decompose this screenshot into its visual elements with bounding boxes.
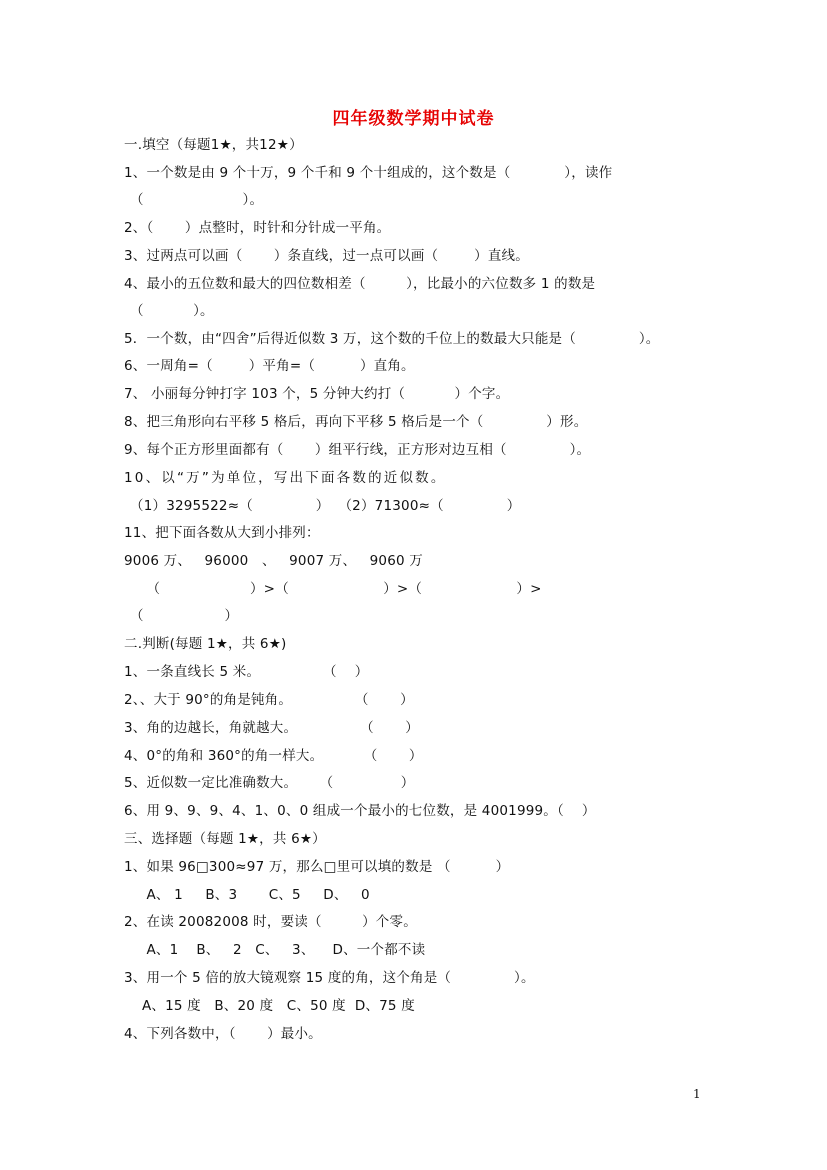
question-11-blanks-cont: （ ） — [130, 608, 239, 624]
question-2: 2、（ ）点整时，时针和分针成一平角。 — [124, 220, 391, 236]
question-4-cont: （ ）。 — [130, 303, 214, 319]
judge-3: 3、角的边越长，角就越大。 （ ） — [124, 720, 419, 736]
judge-1: 1、一条直线长 5 米。 （ ） — [124, 664, 369, 680]
choice-2-options: A、1 B、 2 C、 3、 D、一个都不读 — [124, 942, 426, 958]
question-11: 11、把下面各数从大到小排列： — [124, 525, 320, 541]
judge-2: 2、、大于 90°的角是钝角。 （ ） — [124, 692, 414, 708]
page-title: 四年级数学期中试卷 — [332, 109, 495, 129]
page-number: 1 — [693, 1087, 701, 1101]
question-6: 6、一周角=（ ）平角=（ ）直角。 — [124, 358, 415, 374]
judge-4: 4、0°的角和 360°的角一样大。 （ ） — [124, 748, 423, 764]
choice-1-options: A、 1 B、3 C、5 D、 0 — [124, 887, 370, 903]
question-11-blanks: （ ）>（ ）>（ ）> — [124, 581, 542, 597]
choice-3: 3、用一个 5 倍的放大镜观察 15 度的角，这个角是（ ）。 — [124, 970, 535, 986]
section-3-heading: 三、选择题（每题 1★，共 6★） — [124, 831, 326, 847]
question-7: 7、 小丽每分钟打字 103 个，5 分钟大约打（ ）个字。 — [124, 386, 510, 402]
choice-1: 1、如果 96□300≈97 万，那么□里可以填的数是 （ ） — [124, 859, 510, 875]
question-3: 3、过两点可以画（ ）条直线，过一点可以画（ ）直线。 — [124, 248, 529, 264]
question-10: 10、以“万”为单位，写出下面各数的近似数。 — [124, 470, 447, 486]
question-1: 1、一个数是由 9 个十万，9 个千和 9 个十组成的，这个数是（ ），读作 — [124, 165, 613, 181]
question-1-cont: （ ）。 — [130, 192, 264, 208]
question-4: 4、最小的五位数和最大的四位数相差（ ），比最小的六位数多 1 的数是 — [124, 276, 596, 292]
choice-2: 2、在读 20082008 时，要读（ ）个零。 — [124, 914, 417, 930]
section-1-heading: 一.填空（每题1★，共12★） — [124, 137, 303, 153]
section-2-heading: 二.判断(每题 1★，共 6★) — [124, 636, 287, 652]
choice-4: 4、下列各数中，（ ）最小。 — [124, 1026, 322, 1042]
question-5: 5．一个数，由“四舍”后得近似数 3 万，这个数的千位上的数最大只能是（ ）。 — [124, 331, 660, 347]
judge-5: 5、近似数一定比准确数大。 （ ） — [124, 775, 415, 791]
question-10-items: （1）3295522≈（ ） （2）71300≈（ ） — [130, 498, 521, 514]
question-8: 8、把三角形向右平移 5 格后，再向下平移 5 格后是一个（ ）形。 — [124, 414, 588, 430]
question-11-numbers: 9006 万、 96000 、 9007 万、 9060 万 — [124, 553, 423, 569]
judge-6: 6、用 9、9、9、4、1、0、0 组成一个最小的七位数，是 4001999。（ ） — [124, 803, 596, 819]
question-9: 9、每个正方形里面都有（ ）组平行线，正方形对边互相（ ）。 — [124, 442, 591, 458]
choice-3-options: A、15 度 B、20 度 C、50 度 D、75 度 — [124, 998, 415, 1014]
